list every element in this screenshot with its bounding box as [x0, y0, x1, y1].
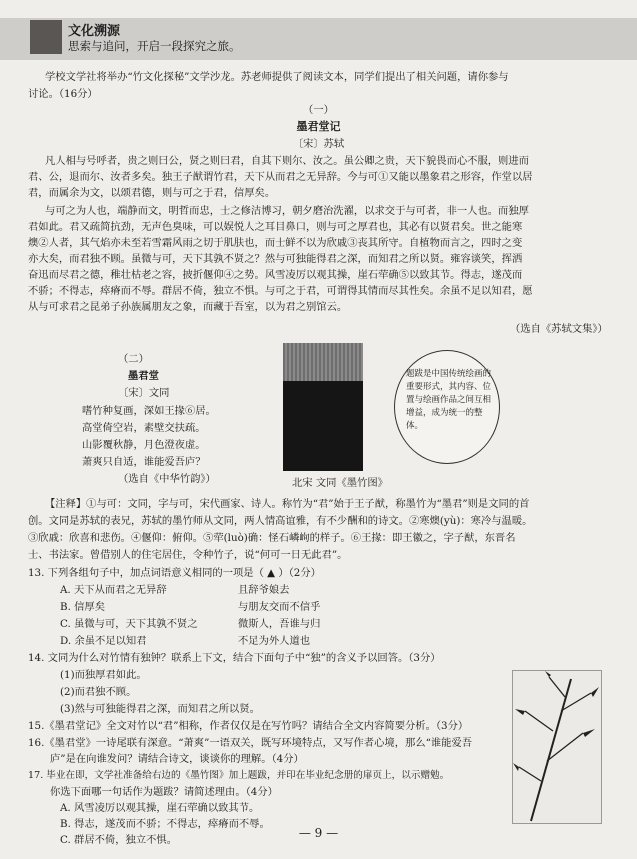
- p2-line: 奋迅而尽君之德，稚壮枯老之容，披折偃仰④之势。风雪凌厉以观其操，崖石荦确⑤以致其节。得志，遂茂而: [28, 269, 523, 281]
- q13-option: B. 信厚矣: [60, 601, 106, 613]
- part2-title: 墨君堂: [128, 370, 159, 382]
- q13-option-pair: 且辞爷娘去: [238, 584, 290, 596]
- p2-line: 不骄；不得志，瘁瘠而不辱。群居不倚，独立不惧。与可之于君，可谓得其情而尽其性矣。余虽不足以知君，愿: [28, 285, 533, 297]
- poem-line: 嗜竹种复画，深如王掾⑥居。: [82, 405, 216, 417]
- notes-line: 士、书法家。曾借别人的住宅居住，令种竹子，说“何可一日无此君”。: [28, 549, 348, 561]
- q17-line: 17. 毕业在即，文学社准备给右边的《墨竹图》加上题跋，并印在毕业纪念册的扉页上，以示赠勉。: [28, 770, 450, 781]
- section-title: 文化溯源: [68, 24, 121, 39]
- bamboo-painting-small: [512, 670, 602, 824]
- p1-line: 凡人相与号呼者，贵之则曰公，贤之则曰君，自其下则尔、汝之。虽公卿之贵，天下貌畏而心不服，则进而: [45, 155, 529, 167]
- poem-line: 高堂倚空岩，素壁交扶疏。: [82, 422, 206, 434]
- intro-line: 讨论。（16分）: [28, 88, 98, 100]
- p2-line: 君如此。君又疏简抗劲，无声色臭味，可以娱悦人之耳目鼻口，则与可之厚君也，其必有以贤君矣。世之能寒: [28, 221, 523, 233]
- part2-number: （二）: [118, 353, 149, 365]
- q17-option: A. 风雪凌厉以观其操，崖石荦确以致其节。: [60, 802, 260, 814]
- section-subtitle: 思索与追问，开启一段探究之旅。: [68, 39, 241, 53]
- part1-number: （一）: [303, 104, 334, 116]
- q16-line: 16.《墨君堂》一诗尾联有深意。“萧爽”一语双关，既写环境特点，又写作者心境，那么“谁能爱吾: [28, 737, 473, 749]
- q14-item: (3)然与可独能得君之深，而知君之所以贤。: [60, 703, 260, 715]
- part2-source: （选自《中华竹韵》）: [118, 473, 216, 485]
- poem-line: 山影覆秋静，月色澄夜虚。: [82, 439, 206, 451]
- q13-option-pair: 与朋友交而不信乎: [238, 601, 321, 613]
- p1-line: 君，而属余为文，以颂君德，则与可之于君，信厚矣。: [28, 187, 276, 199]
- bamboo-branch-icon: [513, 671, 601, 823]
- bamboo-logo-icon: [30, 20, 62, 54]
- poem-line: 萧爽只自适，谁能爱吾庐？: [82, 456, 206, 468]
- part1-author: 〔宋〕苏轼: [292, 138, 345, 150]
- q17-option: B. 得志，遂茂而不骄；不得志，瘁瘠而不辱。: [60, 818, 270, 830]
- q14-item: (1)而独厚君如此。: [60, 669, 147, 681]
- part1-title: 墨君堂记: [296, 120, 341, 133]
- notes-line: ③欣戚：欣喜和悲伤。④偃仰：俯仰。⑤荦(luò)确：怪石嶙峋的样子。⑥王掾：即王徽之，字子猷，东晋名: [28, 532, 516, 544]
- q13-stem: 13. 下列各组句子中，加点词语意义相同的一项是（ ▲ ）（2分）: [28, 567, 321, 579]
- notes-line: 创。文同是苏轼的表兄，苏轼的墨竹师从文同，两人情高谊雅，有不少酬和的诗文。②寒燠(yù)：寒冷与温暖。: [28, 515, 533, 527]
- p1-line: 君、公，退而尔、汝者多矣。独王子猷谓竹君，天下从而君之无异辞。今与可①又能以墨象君之形容，作堂以居: [28, 171, 533, 183]
- q14-item: (2)而君独不顾。: [60, 686, 137, 698]
- q13-option: D. 余虽不足以知君: [60, 635, 147, 647]
- part1-source: （选自《苏轼文集》）: [510, 323, 608, 335]
- q13-option: C. 虽微与可，天下其孰不贤之: [60, 618, 198, 630]
- part2-author: 〔宋〕文同: [118, 387, 170, 399]
- painting-inscription: [283, 343, 363, 381]
- q16-line: 庐”是在向谁发问？请结合诗文，谈谈你的理解。（4分）: [50, 753, 304, 765]
- intro-line: 学校文学社将举办“竹文化探秘”文学沙龙。苏老师提供了阅读文本，同学们提出了相关问题，请你参与: [45, 71, 509, 83]
- page-number: — 9 —: [298, 826, 339, 840]
- callout-text: 题跋是中国传统绘画的重要形式，其内容、位置与绘画作品之间互相增益，成为统一的整体。: [406, 369, 492, 431]
- p2-line: 亦大矣，而君独不顾。虽微与可，天下其孰不贤之？然与可独能得君之深，而知君之所以贤。雍容谈笑，挥洒: [28, 253, 523, 265]
- p2-line: 从与可求君之昆弟子孙族属朋友之象，而藏于吾室，以为君之别馆云。: [28, 301, 348, 313]
- q17-line: 你选下面哪一句话作为题跋？请简述理由。（4分）: [50, 786, 278, 798]
- q13-option: A. 天下从而君之无异辞: [60, 584, 167, 596]
- painting-caption: 北宋 文同《墨竹图》: [292, 477, 388, 489]
- q13-option-pair: 微斯人，吾谁与归: [238, 618, 321, 630]
- q15: 15.《墨君堂记》全文对竹以“君”相称，作者仅仅是在写竹吗？请结合全文内容简要分析。（3分）: [28, 720, 469, 732]
- p2-line: 燠②人者，其气焰亦未至若雪霜风雨之切于肌肤也，而士鲜不以为欣戚③丧其所守。自植物而言之，四时之变: [28, 237, 523, 249]
- q13-option-pair: 不足为外人道也: [238, 635, 311, 647]
- notes-line: 【注释】①与可：文同，字与可，宋代画家、诗人。称竹为“君”始于王子猷，称墨竹为“墨君”则是文同的首: [45, 498, 530, 510]
- p2-line: 与可之为人也，端静而文，明哲而忠，士之修洁博习，朝夕磨治洗濯，以求交于与可者，非一人也。而独厚: [45, 205, 529, 217]
- q14-stem: 14. 文同为什么对竹情有独钟？联系上下文，结合下面句子中“独”的含义予以回答。（3分）: [28, 652, 441, 664]
- q17-option: C. 群居不倚，独立不惧。: [60, 834, 178, 846]
